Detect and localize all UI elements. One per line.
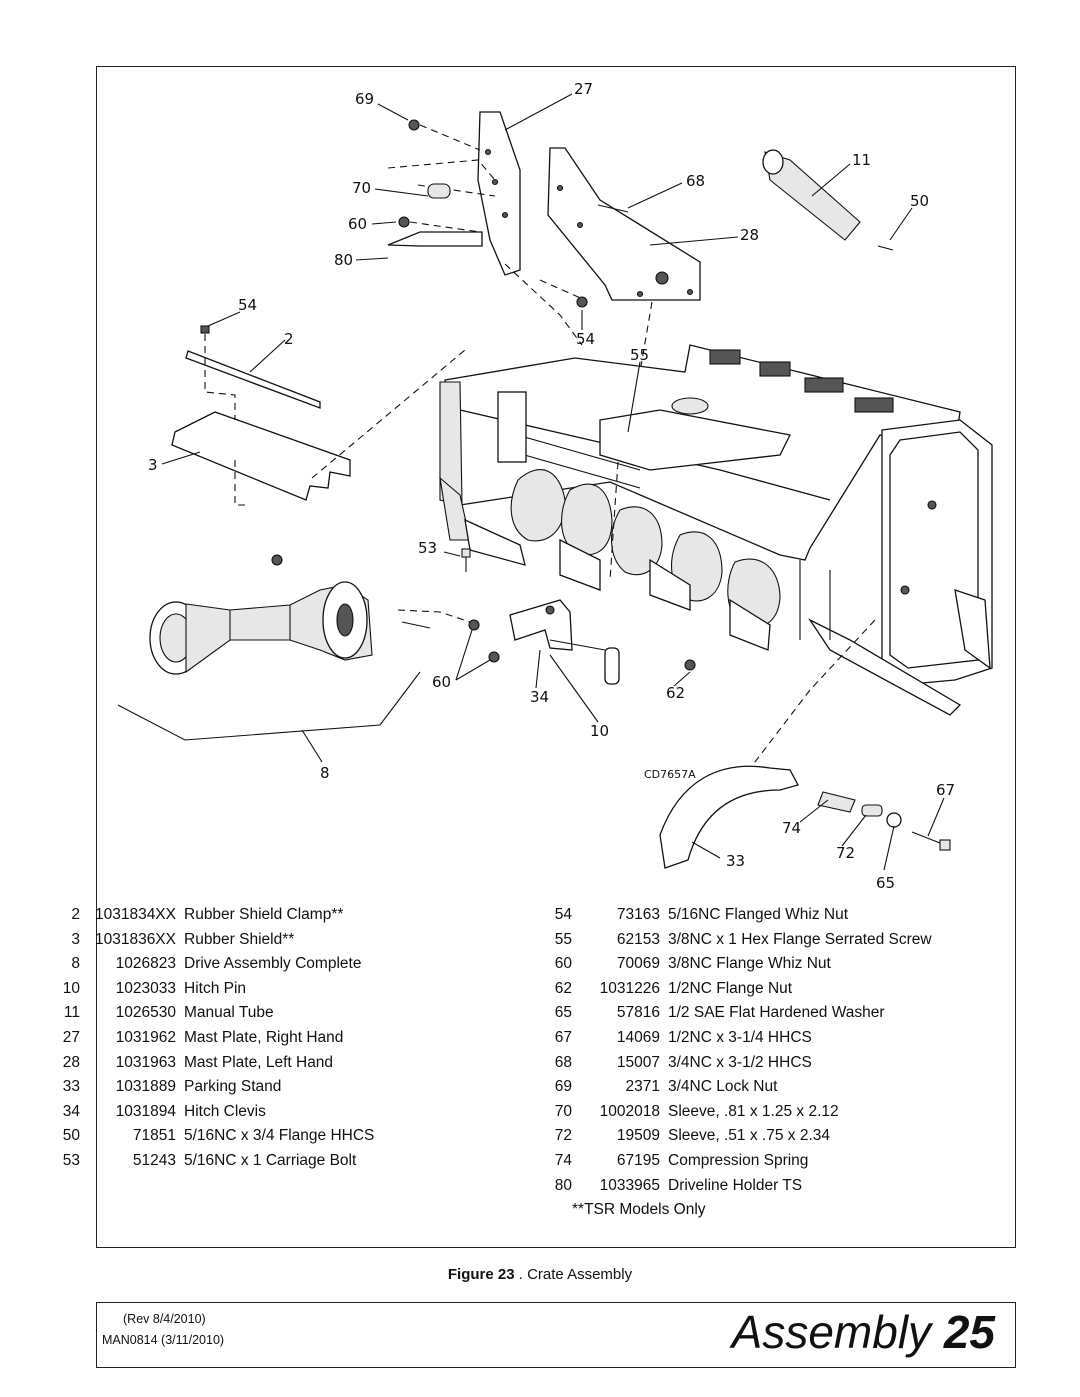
parts-row <box>550 1124 932 1149</box>
callout-label: 60 <box>432 673 452 691</box>
callout-label: 8 <box>320 764 330 782</box>
part-description: Manual Tube <box>184 1004 274 1022</box>
callout-label: 72 <box>836 844 856 862</box>
parts-row <box>550 952 932 977</box>
part-number: 1031894 <box>115 1102 176 1120</box>
section-name: Assembly <box>731 1306 932 1358</box>
part-number: 14069 <box>616 1028 660 1046</box>
callout-label: 50 <box>910 192 930 210</box>
part-ref: 80 <box>554 1176 572 1194</box>
part-description: 5/16NC x 1 Carriage Bolt <box>184 1151 357 1169</box>
part-number: 67195 <box>616 1151 660 1169</box>
callout-label: 60 <box>348 215 368 233</box>
parts-note-row <box>550 1198 932 1223</box>
part-number: 1031834XX <box>94 906 176 923</box>
page-footer <box>96 1302 1016 1368</box>
parts-row <box>550 977 932 1002</box>
part-number: 19509 <box>616 1127 660 1145</box>
part-number: 1031226 <box>599 979 660 997</box>
callout-label: 53 <box>418 539 438 557</box>
part-description: Parking Stand <box>184 1078 282 1096</box>
part-description: Hitch Clevis <box>184 1102 266 1120</box>
part-number: 1031889 <box>115 1078 176 1096</box>
part-description: Compression Spring <box>668 1151 809 1169</box>
figure-number: Figure 23 <box>447 1266 515 1283</box>
part-description: 3/8NC Flange Whiz Nut <box>668 955 831 973</box>
part-description: Driveline Holder TS <box>668 1176 803 1194</box>
manual-tube <box>763 150 860 240</box>
part-description: Hitch Pin <box>184 979 247 997</box>
part-number: 70069 <box>616 955 660 973</box>
parts-row <box>58 952 374 977</box>
parts-row <box>58 1124 374 1149</box>
part-description: Rubber Shield** <box>184 930 295 948</box>
part-description: Drive Assembly Complete <box>184 955 362 973</box>
callout-label: 69 <box>355 90 375 108</box>
part-description: 3/4NC Lock Nut <box>668 1078 778 1096</box>
part-ref: 65 <box>554 1004 572 1022</box>
part-number: 1026530 <box>115 1004 176 1022</box>
part-ref: 10 <box>62 979 80 997</box>
part-ref: 55 <box>554 930 572 948</box>
part-ref: 11 <box>63 1004 80 1022</box>
parts-row <box>58 1026 374 1051</box>
part-number: 71851 <box>132 1127 176 1145</box>
part-ref: 62 <box>554 979 572 997</box>
part-description: 3/8NC x 1 Hex Flange Serrated Screw <box>668 930 932 948</box>
callout-label: 74 <box>782 819 802 837</box>
callout-label: 10 <box>590 722 610 740</box>
part-description: Mast Plate, Left Hand <box>184 1053 334 1071</box>
callout-label: 2 <box>284 330 294 348</box>
part-number: 1031962 <box>115 1028 176 1046</box>
part-ref: 68 <box>554 1053 572 1071</box>
part-ref: 33 <box>62 1078 80 1096</box>
part-ref: 28 <box>62 1053 80 1071</box>
part-number: 51243 <box>132 1151 176 1169</box>
callout-label: 33 <box>726 852 746 870</box>
parts-note: **TSR Models Only <box>572 1201 706 1219</box>
part-number: 1026823 <box>115 955 176 973</box>
part-ref: 50 <box>62 1127 80 1145</box>
part-number: 62153 <box>616 930 660 948</box>
callout-label: 54 <box>238 296 258 314</box>
parts-row <box>58 1149 374 1174</box>
part-number: 1031836XX <box>94 930 176 948</box>
part-description: Mast Plate, Right Hand <box>184 1028 344 1046</box>
part-ref: 72 <box>554 1127 572 1145</box>
parts-row <box>58 977 374 1002</box>
part-number: 15007 <box>616 1053 660 1071</box>
page-number: 25 <box>943 1306 995 1358</box>
callout-label: 34 <box>530 688 550 706</box>
part-ref: 27 <box>62 1028 80 1046</box>
parts-list-right <box>550 903 932 1223</box>
part-ref: 70 <box>554 1102 572 1120</box>
parts-list-left <box>58 903 374 1174</box>
part-number: 1031963 <box>115 1053 176 1071</box>
parts-row <box>58 1051 374 1076</box>
part-number: 1002018 <box>599 1102 660 1120</box>
parts-row <box>58 1075 374 1100</box>
callout-label: 67 <box>936 781 956 799</box>
part-ref: 54 <box>554 906 572 923</box>
part-number: 1023033 <box>115 979 176 997</box>
callout-label: 55 <box>630 346 650 364</box>
callout-label: 3 <box>148 456 158 474</box>
parts-row <box>550 903 932 928</box>
parts-row <box>58 1100 374 1125</box>
callout-label: 65 <box>876 874 896 892</box>
parts-row <box>550 1051 932 1076</box>
parts-row <box>550 1149 932 1174</box>
part-description: Sleeve, .81 x 1.25 x 2.12 <box>668 1102 839 1120</box>
parts-row <box>58 903 374 928</box>
part-ref: 2 <box>71 906 80 923</box>
part-description: Rubber Shield Clamp** <box>184 906 344 923</box>
part-description: Sleeve, .51 x .75 x 2.34 <box>668 1127 830 1145</box>
callout-label: 80 <box>334 251 354 269</box>
part-ref: 60 <box>554 955 572 973</box>
callout-label: 68 <box>686 172 706 190</box>
callout-label: 28 <box>740 226 760 244</box>
parts-row <box>550 1001 932 1026</box>
callout-label: 70 <box>352 179 372 197</box>
part-description: 1/2NC x 3-1/4 HHCS <box>668 1028 812 1046</box>
parts-row <box>550 1100 932 1125</box>
part-number: 73163 <box>616 906 660 923</box>
parts-row <box>550 928 932 953</box>
callout-label: 54 <box>576 330 596 348</box>
revision-date: (Rev 8/4/2010) <box>123 1312 206 1326</box>
parts-row <box>550 1026 932 1051</box>
part-ref: 8 <box>71 955 80 973</box>
part-description: 5/16NC x 3/4 Flange HHCS <box>184 1127 375 1145</box>
part-ref: 3 <box>71 930 80 948</box>
drive-assembly <box>150 582 372 674</box>
part-number: 1033965 <box>599 1176 660 1194</box>
part-ref: 67 <box>554 1028 572 1046</box>
mast-plate-right <box>478 112 700 300</box>
parts-row <box>550 1174 932 1199</box>
parts-row <box>58 1001 374 1026</box>
parts-row <box>550 1075 932 1100</box>
part-ref: 34 <box>62 1102 80 1120</box>
part-ref: 69 <box>554 1078 572 1096</box>
part-description: 3/4NC x 3-1/2 HHCS <box>668 1053 812 1071</box>
part-description: 5/16NC Flanged Whiz Nut <box>668 906 849 923</box>
figure-title: . Crate Assembly <box>514 1266 633 1283</box>
part-description: 1/2NC Flange Nut <box>668 979 793 997</box>
page-title <box>732 1305 995 1359</box>
drawing-code: CD7657A <box>644 768 696 781</box>
callout-label: 27 <box>574 80 594 98</box>
part-number: 2371 <box>625 1078 660 1096</box>
callout-label: 62 <box>666 684 686 702</box>
manual-number: MAN0814 (3/11/2010) <box>102 1333 225 1347</box>
part-ref: 53 <box>62 1151 80 1169</box>
part-description: 1/2 SAE Flat Hardened Washer <box>668 1004 885 1022</box>
part-ref: 74 <box>554 1151 572 1169</box>
figure-caption <box>0 1266 1080 1283</box>
parts-row <box>58 928 374 953</box>
callout-label: 11 <box>852 151 872 169</box>
part-number: 57816 <box>616 1004 660 1022</box>
